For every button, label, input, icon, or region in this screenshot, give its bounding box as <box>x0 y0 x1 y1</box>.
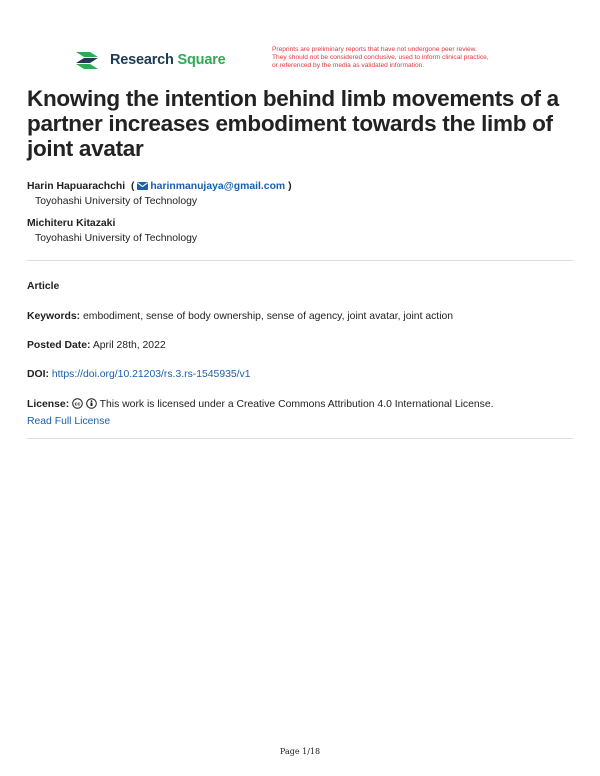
envelope-icon <box>137 182 148 190</box>
license-label: License: <box>27 399 70 410</box>
author-name: Michiteru Kitazaki <box>27 218 116 229</box>
posted-date-row <box>27 339 573 354</box>
disclaimer-line: or referenced by the media as validated information. <box>272 62 425 70</box>
logo-text <box>110 52 226 68</box>
doi-row <box>27 368 573 383</box>
creative-commons-icon <box>72 398 83 409</box>
license-text: This work is licensed under a Creative Commons Attribution 4.0 International License. <box>99 399 494 410</box>
author-entry <box>27 180 292 209</box>
email-close-paren: ) <box>288 181 292 192</box>
author-email: harinmanujaya@gmail.com <box>150 181 286 192</box>
section-divider <box>27 260 573 261</box>
page-number: Page 1/18 <box>279 747 321 756</box>
doi-link[interactable]: https://doi.org/10.21203/rs.3.rs-1545935/v1 <box>51 369 251 380</box>
keywords-value: embodiment, sense of body ownership, sense of agency, joint avatar, joint action <box>83 311 454 322</box>
research-square-logo <box>74 49 226 71</box>
author-email-link[interactable] <box>137 181 285 192</box>
author-affiliation: Toyohashi University of Technology <box>35 195 198 207</box>
posted-date-label: Posted Date: <box>27 340 91 351</box>
svg-text:cc: cc <box>74 401 81 408</box>
license-icons <box>72 398 97 415</box>
preprint-disclaimer <box>272 46 542 70</box>
doi-label: DOI: <box>27 369 49 380</box>
author-list <box>27 180 292 254</box>
license-row <box>27 398 573 429</box>
keywords-label: Keywords: <box>27 311 81 322</box>
keywords-row <box>27 310 573 325</box>
attribution-icon <box>86 398 97 409</box>
article-type <box>27 280 573 295</box>
author-affiliation: Toyohashi University of Technology <box>35 232 198 244</box>
logo-word-research: Research <box>110 52 174 68</box>
disclaimer-line: Preprints are preliminary reports that have not undergone peer review. <box>272 46 477 53</box>
disclaimer-line: They should not be considered conclusive, used to inform clinical practice, <box>272 54 489 62</box>
article-type-label: Article <box>27 281 60 292</box>
logo-word-square: Square <box>177 52 226 68</box>
author-name: Harin Hapuarachchi <box>27 181 126 192</box>
author-entry <box>27 217 292 246</box>
research-square-logo-icon <box>74 49 104 71</box>
read-full-license-link[interactable]: Read Full License <box>27 415 111 427</box>
paper-title: Knowing the intention behind limb movements of a partner increases embodiment towards the limb of joint avatar <box>27 86 559 161</box>
email-open-paren: ( <box>128 181 135 192</box>
posted-date-value: April 28th, 2022 <box>92 340 166 351</box>
section-divider <box>27 438 573 439</box>
